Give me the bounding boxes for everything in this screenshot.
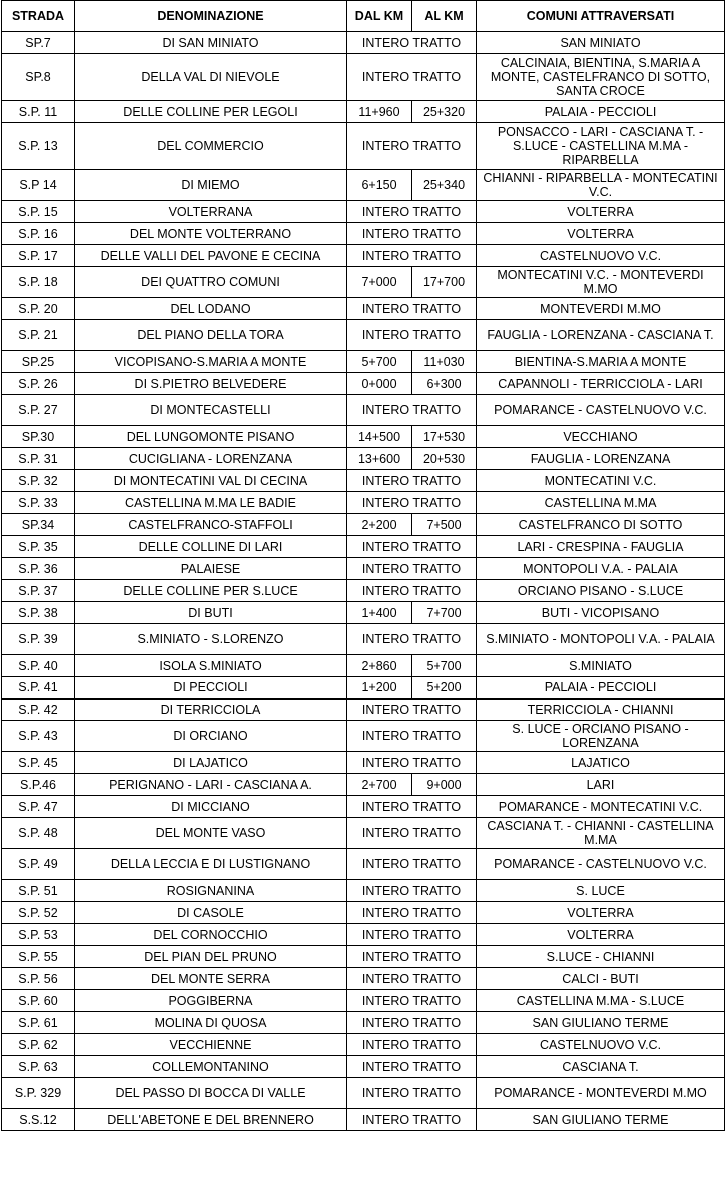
table-row [2,101,725,123]
table-row [2,699,725,721]
cell-strada: S.P. 53 [2,924,75,946]
table-row [2,395,725,426]
cell-dal-km: 2+860 [347,655,412,677]
table-row [2,558,725,580]
table-row [2,492,725,514]
cell-tratto: INTERO TRATTO [347,968,477,990]
table-row [2,902,725,924]
cell-comuni: CASCIANA T. - CHIANNI - CASTELLINA M.MA [477,818,725,849]
cell-strada: S.P.46 [2,774,75,796]
cell-tratto: INTERO TRATTO [347,880,477,902]
cell-comuni: S. LUCE [477,880,725,902]
cell-tratto: INTERO TRATTO [347,54,477,101]
cell-dal-km: 2+700 [347,774,412,796]
cell-strada: S.P. 63 [2,1056,75,1078]
cell-denominazione: DI BUTI [75,602,347,624]
cell-comuni: PALAIA - PECCIOLI [477,101,725,123]
table-row [2,1012,725,1034]
cell-tratto: INTERO TRATTO [347,990,477,1012]
cell-comuni: LARI [477,774,725,796]
cell-comuni: VOLTERRA [477,223,725,245]
cell-strada: S.P. 56 [2,968,75,990]
table-row [2,448,725,470]
cell-denominazione: DELLE COLLINE DI LARI [75,536,347,558]
cell-comuni: S. LUCE - ORCIANO PISANO - LORENZANA [477,721,725,752]
cell-denominazione: DI MONTECATINI VAL DI CECINA [75,470,347,492]
cell-denominazione: DEL PASSO DI BOCCA DI VALLE [75,1078,347,1109]
table-row [2,1109,725,1131]
cell-denominazione: PALAIESE [75,558,347,580]
cell-strada: S.P. 17 [2,245,75,267]
cell-al-km: 9+000 [412,774,477,796]
table-row [2,924,725,946]
cell-denominazione: DI MIEMO [75,170,347,201]
cell-dal-km: 5+700 [347,351,412,373]
cell-comuni: S.LUCE - CHIANNI [477,946,725,968]
table-row [2,655,725,677]
cell-denominazione: DI MICCIANO [75,796,347,818]
cell-strada: SP.25 [2,351,75,373]
cell-comuni: POMARANCE - CASTELNUOVO V.C. [477,395,725,426]
cell-denominazione: DEL MONTE SERRA [75,968,347,990]
table-row [2,223,725,245]
cell-tratto: INTERO TRATTO [347,1012,477,1034]
table-row [2,320,725,351]
cell-al-km: 20+530 [412,448,477,470]
cell-denominazione: ROSIGNANINA [75,880,347,902]
cell-al-km: 6+300 [412,373,477,395]
cell-strada: S.P. 40 [2,655,75,677]
cell-tratto: INTERO TRATTO [347,123,477,170]
cell-dal-km: 14+500 [347,426,412,448]
cell-strada: S.P. 60 [2,990,75,1012]
cell-tratto: INTERO TRATTO [347,721,477,752]
cell-comuni: CALCI - BUTI [477,968,725,990]
cell-comuni: VOLTERRA [477,902,725,924]
cell-comuni: ORCIANO PISANO - S.LUCE [477,580,725,602]
cell-strada: SP.30 [2,426,75,448]
cell-strada: S.P. 20 [2,298,75,320]
cell-strada: S.P. 35 [2,536,75,558]
cell-denominazione: DI SAN MINIATO [75,32,347,54]
table-row [2,721,725,752]
cell-denominazione: DI S.PIETRO BELVEDERE [75,373,347,395]
header-al-km: AL KM [412,1,477,32]
cell-dal-km: 2+200 [347,514,412,536]
cell-tratto: INTERO TRATTO [347,470,477,492]
cell-comuni: CALCINAIA, BIENTINA, S.MARIA A MONTE, CASTELFRANCO DI SOTTO, SANTA CROCE [477,54,725,101]
cell-denominazione: DELL'ABETONE E DEL BRENNERO [75,1109,347,1131]
cell-denominazione: CASTELFRANCO-STAFFOLI [75,514,347,536]
cell-comuni: MONTOPOLI V.A. - PALAIA [477,558,725,580]
table-row [2,1034,725,1056]
cell-dal-km: 1+400 [347,602,412,624]
cell-strada: S.P. 37 [2,580,75,602]
cell-comuni: MONTEVERDI M.MO [477,298,725,320]
cell-tratto: INTERO TRATTO [347,1034,477,1056]
cell-tratto: INTERO TRATTO [347,818,477,849]
cell-denominazione: PERIGNANO - LARI - CASCIANA A. [75,774,347,796]
cell-denominazione: CUCIGLIANA - LORENZANA [75,448,347,470]
cell-comuni: MONTECATINI V.C. [477,470,725,492]
table-row [2,752,725,774]
table-row [2,968,725,990]
cell-tratto: INTERO TRATTO [347,558,477,580]
cell-comuni: SAN MINIATO [477,32,725,54]
cell-comuni: PALAIA - PECCIOLI [477,677,725,699]
cell-comuni: S.MINIATO [477,655,725,677]
cell-denominazione: MOLINA DI QUOSA [75,1012,347,1034]
table-row [2,580,725,602]
table-row [2,373,725,395]
table-row [2,54,725,101]
cell-al-km: 5+700 [412,655,477,677]
table-row [2,796,725,818]
cell-comuni: VECCHIANO [477,426,725,448]
cell-strada: S.P. 52 [2,902,75,924]
cell-comuni: CASCIANA T. [477,1056,725,1078]
cell-strada: S.P. 47 [2,796,75,818]
cell-denominazione: DELLA VAL DI NIEVOLE [75,54,347,101]
cell-tratto: INTERO TRATTO [347,1078,477,1109]
cell-dal-km: 13+600 [347,448,412,470]
table-row [2,677,725,699]
cell-tratto: INTERO TRATTO [347,946,477,968]
cell-comuni: POMARANCE - MONTECATINI V.C. [477,796,725,818]
cell-tratto: INTERO TRATTO [347,1109,477,1131]
cell-tratto: INTERO TRATTO [347,924,477,946]
cell-denominazione: DEI QUATTRO COMUNI [75,267,347,298]
cell-comuni: CASTELNUOVO V.C. [477,1034,725,1056]
cell-comuni: CASTELLINA M.MA [477,492,725,514]
cell-denominazione: DI TERRICCIOLA [75,699,347,721]
cell-denominazione: S.MINIATO - S.LORENZO [75,624,347,655]
cell-denominazione: DI LAJATICO [75,752,347,774]
cell-al-km: 17+530 [412,426,477,448]
table-row [2,990,725,1012]
cell-tratto: INTERO TRATTO [347,849,477,880]
cell-strada: S.P. 31 [2,448,75,470]
cell-al-km: 25+340 [412,170,477,201]
table-row [2,123,725,170]
cell-strada: S.P. 11 [2,101,75,123]
cell-strada: S.P. 49 [2,849,75,880]
cell-strada: S.P. 48 [2,818,75,849]
cell-comuni: MONTECATINI V.C. - MONTEVERDI M.MO [477,267,725,298]
cell-strada: S.P. 32 [2,470,75,492]
cell-strada: SP.7 [2,32,75,54]
cell-strada: S.S.12 [2,1109,75,1131]
cell-denominazione: DELLE COLLINE PER LEGOLI [75,101,347,123]
cell-strada: S.P. 27 [2,395,75,426]
cell-tratto: INTERO TRATTO [347,580,477,602]
cell-comuni: VOLTERRA [477,924,725,946]
cell-strada: S.P. 26 [2,373,75,395]
cell-strada: SP.8 [2,54,75,101]
cell-strada: S.P. 38 [2,602,75,624]
cell-tratto: INTERO TRATTO [347,699,477,721]
cell-comuni: SAN GIULIANO TERME [477,1012,725,1034]
cell-al-km: 7+700 [412,602,477,624]
table-row [2,170,725,201]
cell-al-km: 11+030 [412,351,477,373]
header-comuni: COMUNI ATTRAVERSATI [477,1,725,32]
cell-strada: S.P. 42 [2,699,75,721]
table-row [2,426,725,448]
table-row [2,774,725,796]
cell-strada: S.P. 16 [2,223,75,245]
cell-strada: S.P. 13 [2,123,75,170]
table-row [2,818,725,849]
cell-denominazione: VECCHIENNE [75,1034,347,1056]
cell-al-km: 25+320 [412,101,477,123]
cell-tratto: INTERO TRATTO [347,624,477,655]
cell-denominazione: DEL LUNGOMONTE PISANO [75,426,347,448]
cell-dal-km: 11+960 [347,101,412,123]
table-row [2,201,725,223]
cell-comuni: CASTELLINA M.MA - S.LUCE [477,990,725,1012]
table-row [2,298,725,320]
cell-dal-km: 6+150 [347,170,412,201]
cell-tratto: INTERO TRATTO [347,32,477,54]
table-row [2,536,725,558]
cell-tratto: INTERO TRATTO [347,395,477,426]
cell-tratto: INTERO TRATTO [347,1056,477,1078]
cell-denominazione: VOLTERRANA [75,201,347,223]
table-row [2,514,725,536]
table-row [2,624,725,655]
cell-denominazione: ISOLA S.MINIATO [75,655,347,677]
cell-comuni: FAUGLIA - LORENZANA - CASCIANA T. [477,320,725,351]
cell-tratto: INTERO TRATTO [347,752,477,774]
cell-denominazione: POGGIBERNA [75,990,347,1012]
table-row [2,1056,725,1078]
cell-denominazione: DEL CORNOCCHIO [75,924,347,946]
cell-comuni: LAJATICO [477,752,725,774]
table-row [2,32,725,54]
cell-dal-km: 1+200 [347,677,412,699]
table-row [2,849,725,880]
cell-denominazione: DI ORCIANO [75,721,347,752]
cell-strada: S.P. 51 [2,880,75,902]
cell-al-km: 17+700 [412,267,477,298]
cell-comuni: FAUGLIA - LORENZANA [477,448,725,470]
cell-tratto: INTERO TRATTO [347,223,477,245]
header-strada: STRADA [2,1,75,32]
cell-comuni: CAPANNOLI - TERRICCIOLA - LARI [477,373,725,395]
cell-tratto: INTERO TRATTO [347,492,477,514]
roads-table [1,0,725,1131]
table-body [2,32,725,1131]
table-row [2,245,725,267]
cell-denominazione: DEL LODANO [75,298,347,320]
cell-denominazione: COLLEMONTANINO [75,1056,347,1078]
cell-comuni: CASTELFRANCO DI SOTTO [477,514,725,536]
cell-strada: S.P. 33 [2,492,75,514]
cell-comuni: BUTI - VICOPISANO [477,602,725,624]
cell-tratto: INTERO TRATTO [347,201,477,223]
cell-denominazione: DEL MONTE VASO [75,818,347,849]
cell-denominazione: VICOPISANO-S.MARIA A MONTE [75,351,347,373]
cell-comuni: LARI - CRESPINA - FAUGLIA [477,536,725,558]
table-row [2,267,725,298]
cell-strada: S.P. 36 [2,558,75,580]
cell-strada: S.P. 15 [2,201,75,223]
cell-comuni: POMARANCE - CASTELNUOVO V.C. [477,849,725,880]
cell-strada: S.P. 43 [2,721,75,752]
cell-strada: S.P. 55 [2,946,75,968]
table-row [2,602,725,624]
header-dal-km: DAL KM [347,1,412,32]
table-row [2,351,725,373]
cell-denominazione: DI PECCIOLI [75,677,347,699]
cell-tratto: INTERO TRATTO [347,902,477,924]
cell-tratto: INTERO TRATTO [347,245,477,267]
cell-comuni: S.MINIATO - MONTOPOLI V.A. - PALAIA [477,624,725,655]
cell-strada: S.P. 329 [2,1078,75,1109]
cell-denominazione: DELLE COLLINE PER S.LUCE [75,580,347,602]
cell-tratto: INTERO TRATTO [347,320,477,351]
cell-strada: S.P. 39 [2,624,75,655]
cell-tratto: INTERO TRATTO [347,796,477,818]
cell-al-km: 5+200 [412,677,477,699]
cell-denominazione: CASTELLINA M.MA LE BADIE [75,492,347,514]
header-denominazione: DENOMINAZIONE [75,1,347,32]
cell-strada: S.P. 62 [2,1034,75,1056]
cell-denominazione: DEL PIANO DELLA TORA [75,320,347,351]
cell-comuni: SAN GIULIANO TERME [477,1109,725,1131]
table-row [2,470,725,492]
table-row [2,946,725,968]
cell-comuni: PONSACCO - LARI - CASCIANA T. - S.LUCE - CASTELLINA M.MA - RIPARBELLA [477,123,725,170]
cell-dal-km: 7+000 [347,267,412,298]
cell-denominazione: DELLA LECCIA E DI LUSTIGNANO [75,849,347,880]
cell-strada: S.P. 45 [2,752,75,774]
cell-strada: S.P. 21 [2,320,75,351]
cell-comuni: VOLTERRA [477,201,725,223]
cell-strada: S.P. 41 [2,677,75,699]
cell-denominazione: DEL MONTE VOLTERRANO [75,223,347,245]
cell-tratto: INTERO TRATTO [347,298,477,320]
cell-strada: SP.34 [2,514,75,536]
cell-al-km: 7+500 [412,514,477,536]
cell-denominazione: DEL COMMERCIO [75,123,347,170]
cell-comuni: BIENTINA-S.MARIA A MONTE [477,351,725,373]
cell-denominazione: DEL PIAN DEL PRUNO [75,946,347,968]
cell-comuni: POMARANCE - MONTEVERDI M.MO [477,1078,725,1109]
cell-comuni: CHIANNI - RIPARBELLA - MONTECATINI V.C. [477,170,725,201]
cell-tratto: INTERO TRATTO [347,536,477,558]
cell-denominazione: DI CASOLE [75,902,347,924]
cell-strada: S.P. 61 [2,1012,75,1034]
cell-strada: S.P 14 [2,170,75,201]
cell-comuni: TERRICCIOLA - CHIANNI [477,699,725,721]
table-row [2,1078,725,1109]
table-row [2,880,725,902]
cell-strada: S.P. 18 [2,267,75,298]
header-row [2,1,725,32]
cell-denominazione: DELLE VALLI DEL PAVONE E CECINA [75,245,347,267]
cell-dal-km: 0+000 [347,373,412,395]
cell-denominazione: DI MONTECASTELLI [75,395,347,426]
cell-comuni: CASTELNUOVO V.C. [477,245,725,267]
